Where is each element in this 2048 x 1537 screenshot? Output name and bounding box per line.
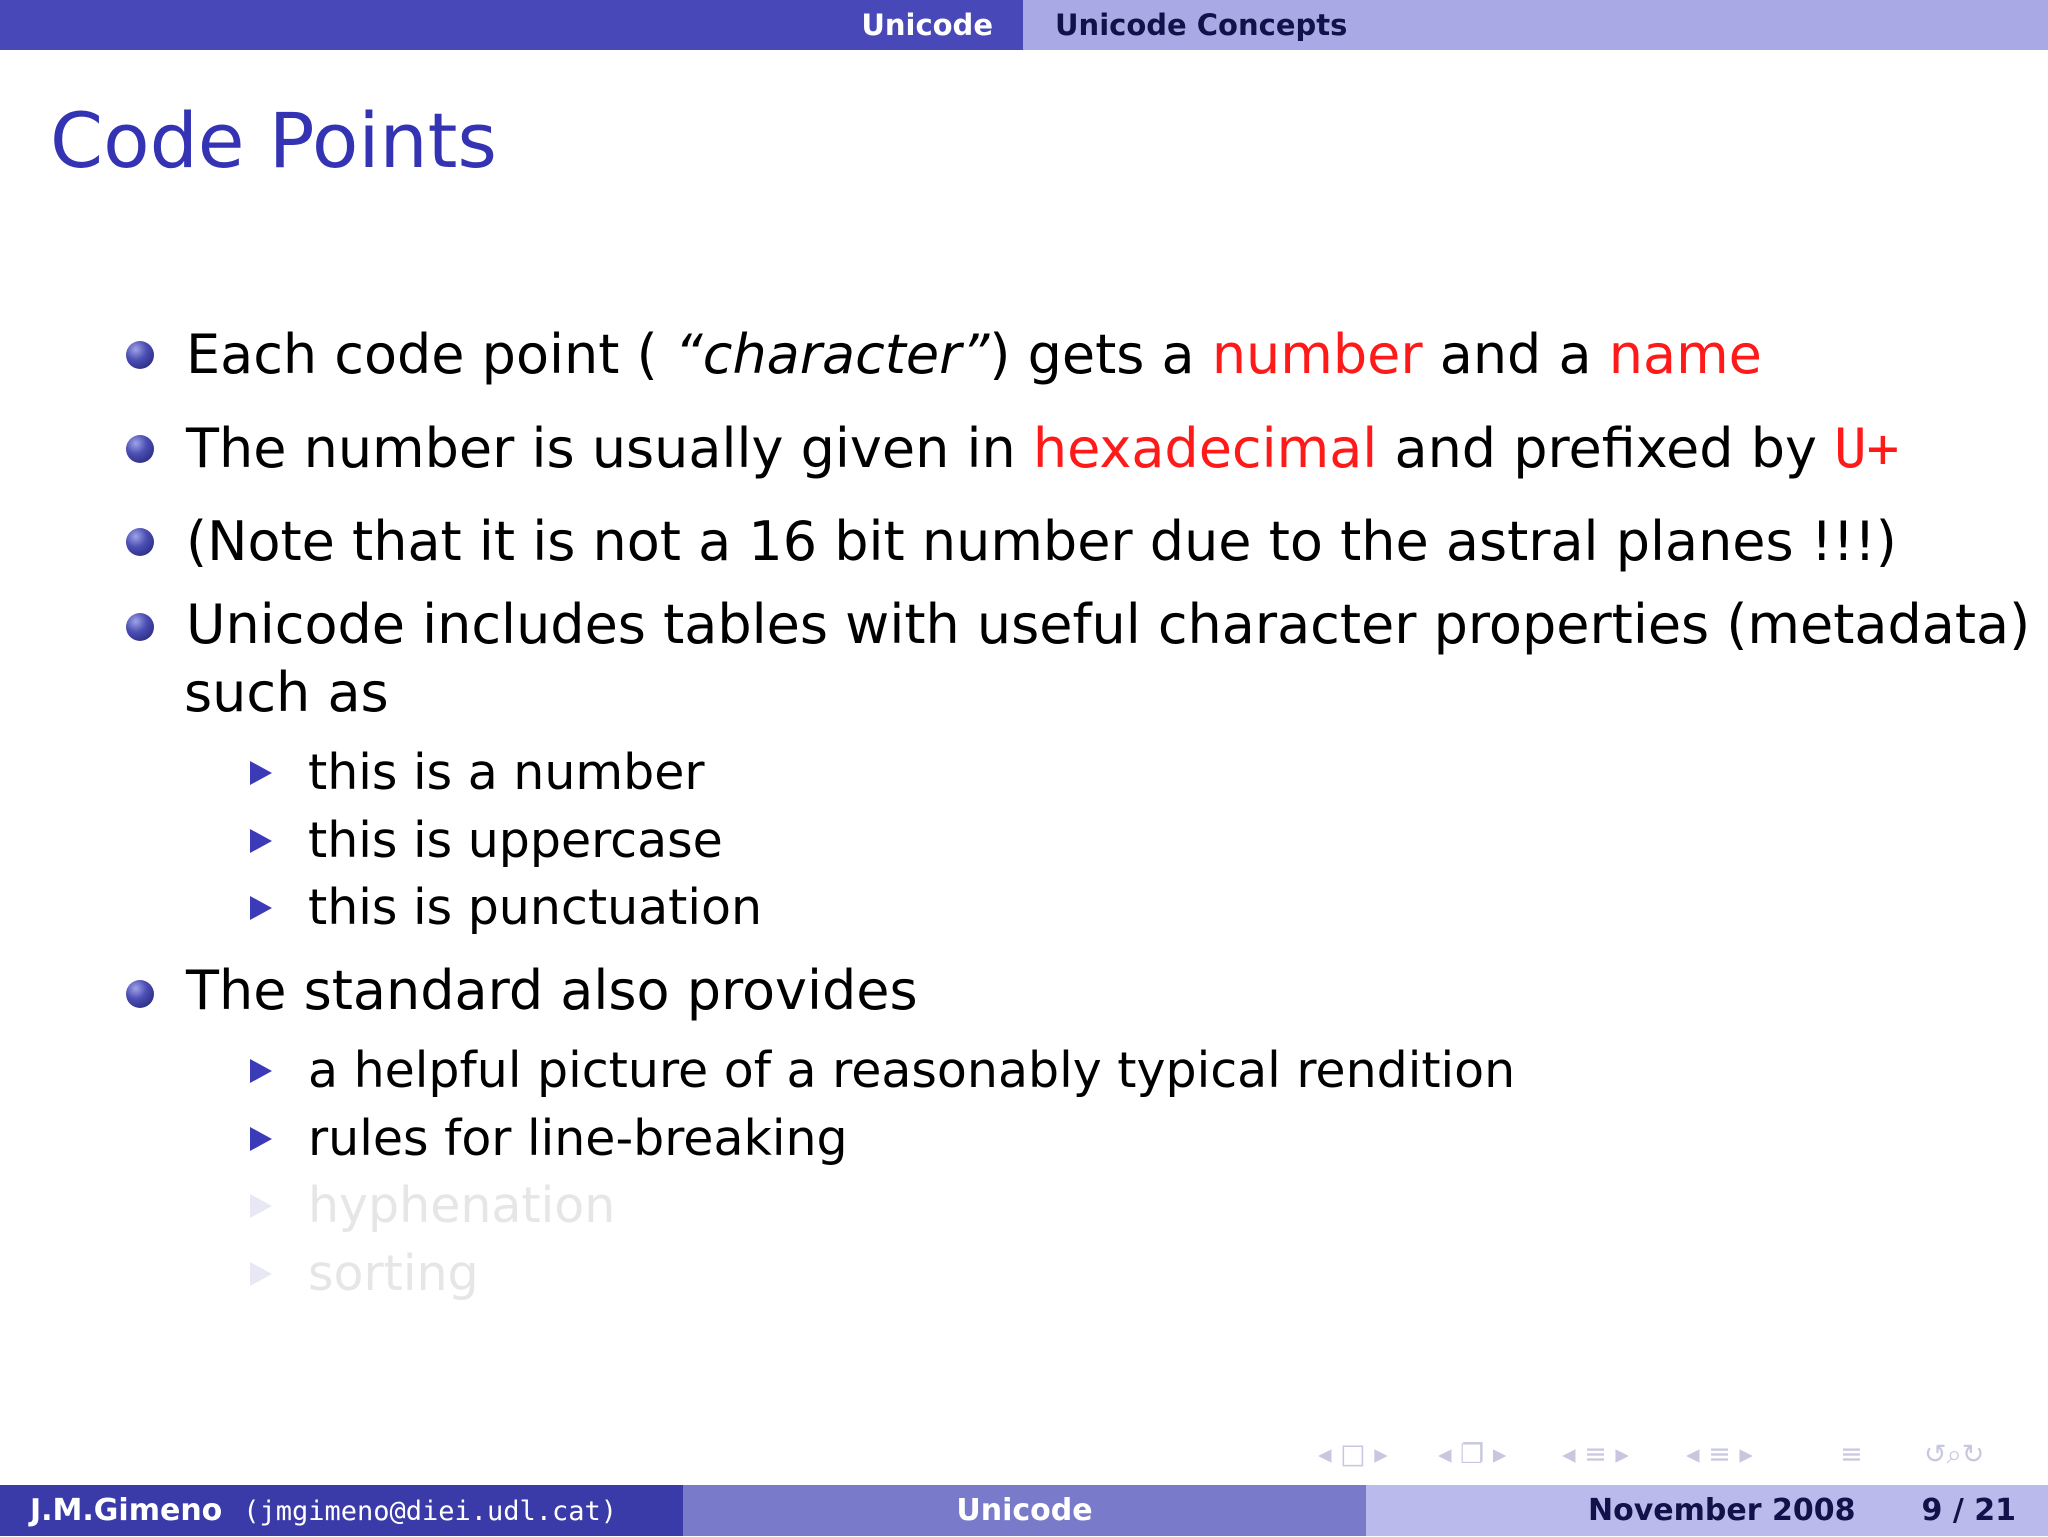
highlight-hexadecimal: hexadecimal [1032,417,1378,480]
footer-author [30,1485,617,1537]
footer-author-box [0,1485,683,1536]
nav-frame-icon[interactable]: ◂ □ ▸ [1318,1439,1388,1470]
item-text: The number is usually given in [186,417,1033,480]
footer-title: Unicode [956,1493,1093,1528]
footer-date: November 2008 [1588,1493,1856,1528]
sub-item-hidden: sorting [308,1245,479,1302]
triangle-bullet-icon [250,896,272,920]
item-quote: “character” [674,323,990,386]
sub-item-hidden: hyphenation [308,1177,616,1234]
item-text: ) gets a [989,323,1212,386]
highlight-number: number [1211,323,1423,386]
page-number: 9 / 21 [1921,1493,2016,1528]
nav-outline-icon[interactable]: ≡ [1840,1439,1863,1470]
footer-title-box [683,1485,1366,1536]
list-item [186,416,1899,482]
header-section[interactable] [0,0,1023,50]
bullet-icon [126,341,154,369]
triangle-bullet-icon [250,1262,272,1286]
sub-item: this is uppercase [308,812,723,869]
triangle-bullet-icon [250,761,272,785]
code-prefix: U+ [1834,417,1900,480]
footer-bar [0,1485,2048,1536]
footer-date-box [1366,1485,2048,1536]
header-subsection-label: Unicode Concepts [1055,8,1348,42]
frame-title: Code Points [50,96,498,185]
nav-subsection-icon[interactable]: ◂ ❐ ▸ [1438,1439,1507,1470]
list-item: (Note that it is not a 16 bit number due to the astral planes !!!) [186,510,1897,573]
bullet-icon [126,528,154,556]
sub-item: rules for line-breaking [308,1110,848,1167]
header-bar [0,0,2048,50]
header-subsection[interactable] [1023,0,2048,50]
highlight-name: name [1608,323,1762,386]
nav-search-icon[interactable]: ↺⌕↻ [1924,1439,1985,1470]
triangle-bullet-icon [250,1194,272,1218]
list-item: The standard also provides [186,959,918,1022]
triangle-bullet-icon [250,1127,272,1151]
header-section-label: Unicode [861,8,993,42]
triangle-bullet-icon [250,829,272,853]
sub-item: this is punctuation [308,879,763,936]
author-name: J.M.Gimeno [30,1493,223,1528]
list-item [186,322,1762,388]
nav-part-icon[interactable]: ◂ ≡ ▸ [1686,1439,1753,1470]
list-item-continuation: such as [184,661,389,724]
triangle-bullet-icon [250,1059,272,1083]
list-item: Unicode includes tables with useful character properties (metadata) [186,593,2031,656]
author-email: (jmgimeno@diei.udl.cat) [243,1496,618,1527]
sub-item: a helpful picture of a reasonably typical rendition [308,1042,1516,1099]
bullet-icon [126,613,154,641]
item-text: Each code point ( [186,323,675,386]
bullet-icon [126,435,154,463]
item-text: and a [1422,323,1609,386]
sub-item: this is a number [308,744,705,801]
item-text: and prefixed by [1377,417,1835,480]
bullet-icon [126,980,154,1008]
nav-section-icon[interactable]: ◂ ≡ ▸ [1562,1439,1629,1470]
